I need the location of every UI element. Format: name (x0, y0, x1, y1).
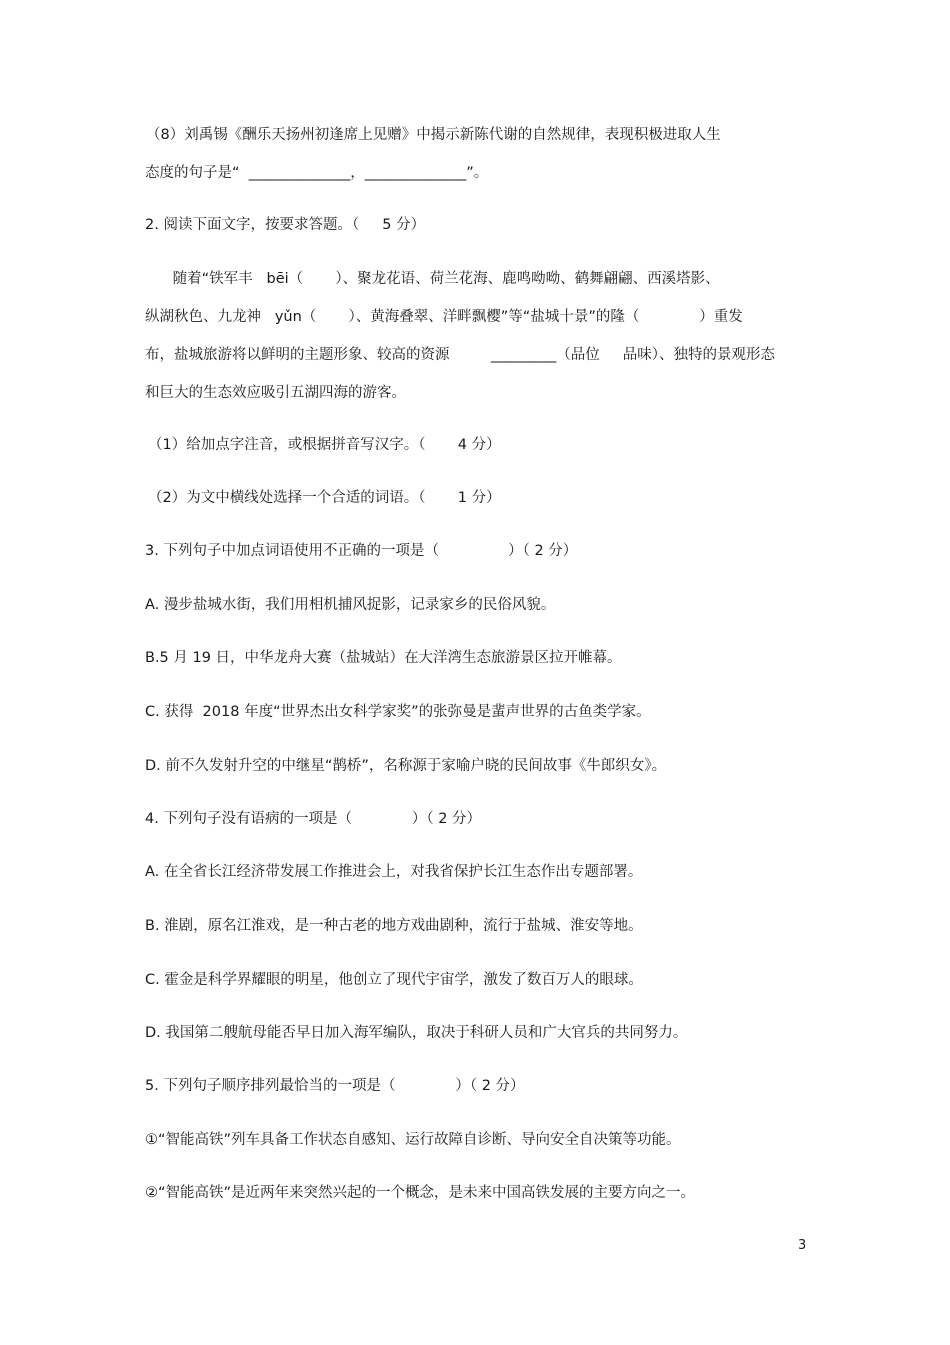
question-heading: 2. 阅读下面文字，按要求答题。（ 5 分） (145, 217, 426, 233)
answer-option: B. 淮剧，原名江淮戏，是一种古老的地方戏曲剧种，流行于盐城、淮安等地。 (145, 918, 643, 934)
answer-option: B.5 月 19 日，中华龙舟大赛（盐城站）在大洋湾生态旅游景区拉开帷幕。 (145, 650, 622, 666)
text-line: 随着“铁军丰 bēi（ ）、聚龙花语、荷兰花海、鹿鸣呦呦、鹤舞翩翩、西溪塔影、 (145, 271, 720, 287)
text-line: 纵湖秋色、九龙神 yǔn（ ）、黄海叠翠、洋畔飘樱”等“盐城十景”的隆（ ）重发 (145, 309, 743, 325)
answer-option: A. 在全省长江经济带发展工作推进会上，对我省保护长江生态作出专题部署。 (145, 864, 643, 880)
question-heading: 4. 下列句子没有语病的一项是（ ）（ 2 分） (145, 811, 482, 827)
sub-question: （2）为文中横线处选择一个合适的词语。（ 1 分） (148, 490, 501, 506)
question-heading: 3. 下列句子中加点词语使用不正确的一项是（ ）（ 2 分） (145, 543, 578, 559)
page-number: 3 (798, 1238, 807, 1253)
answer-option: A. 漫步盐城水街，我们用相机捕风捉影，记录家乡的民俗风貌。 (145, 597, 556, 613)
answer-option: C. 霍金是科学界耀眼的明星，他创立了现代宇宙学，激发了数百万人的眼球。 (145, 972, 643, 988)
text-line: 和巨大的生态效应吸引五湖四海的游客。 (145, 385, 406, 401)
sentence-item: ②“智能高铁”是近两年来突然兴起的一个概念，是未来中国高铁发展的主要方向之一。 (145, 1185, 696, 1201)
answer-option: C. 获得 2018 年度“世界杰出女科学家奖”的张弥曼是蜚声世界的古鱼类学家。 (145, 704, 651, 720)
text-line: （8）刘禹锡《酬乐天扬州初逢席上见赠》中揭示新陈代谢的自然规律，表现积极进取人生 (146, 127, 721, 143)
answer-option: D. 我国第二艘航母能否早日加入海军编队，取决于科研人员和广大官兵的共同努力。 (145, 1025, 688, 1041)
question-heading: 5. 下列句子顺序排列最恰当的一项是（ ）（ 2 分） (145, 1078, 525, 1094)
answer-option: D. 前不久发射升空的中继星“鹊桥”，名称源于家喻户晓的民间故事《牛郎织女》。 (145, 758, 667, 774)
text-line: 布，盐城旅游将以鲜明的主题形象、较高的资源 _________（品位 品味）、独特的景观形态 (145, 347, 776, 363)
sentence-item: ①“智能高铁”列车具备工作状态自感知、运行故障自诊断、导向安全自决策等功能。 (145, 1132, 681, 1148)
text-line: 态度的句子是“ ______________，______________”。 (145, 165, 489, 181)
sub-question: （1）给加点字注音，或根据拼音写汉字。（ 4 分） (148, 437, 501, 453)
